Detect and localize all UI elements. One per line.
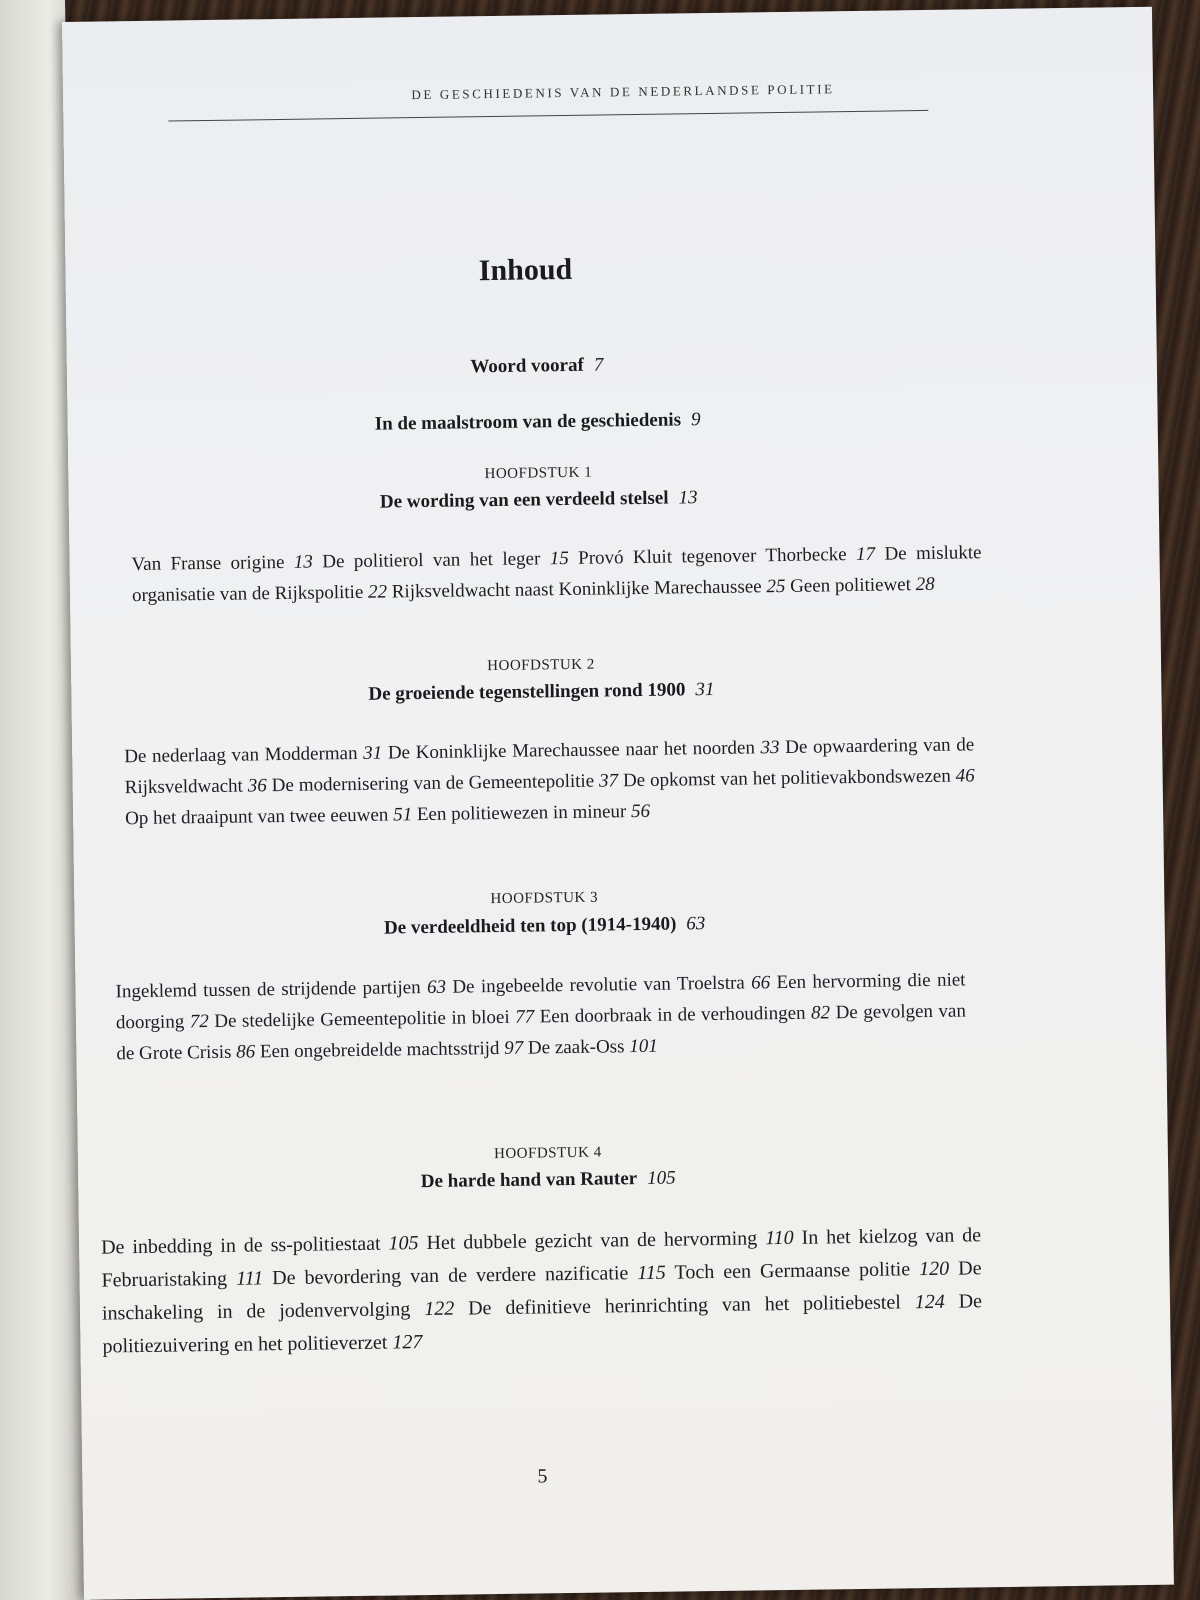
section-page-number: 15 [549, 547, 569, 570]
section-title: De opkomst van het politievakbondswezen [622, 765, 951, 792]
toc-entry-woord-vooraf: Woord vooraf 7 [470, 354, 604, 378]
page-number: 5 [537, 1465, 548, 1488]
section-title: Rijksveldwacht naast Koninklijke Marechaussee [391, 576, 762, 603]
toc-section-entry [426, 1227, 793, 1254]
section-page-number: 56 [630, 800, 651, 823]
section-title: De politiezuivering en het politieverzet [102, 1290, 983, 1358]
section-page-number: 37 [598, 770, 619, 792]
section-title: Een doorbraak in de verhoudingen [539, 1002, 806, 1028]
section-page-number: 82 [810, 1002, 831, 1024]
section-title: Provó Kluit tegenover Thorbecke [578, 544, 847, 569]
section-title: De bevordering van de verdere nazificatie [272, 1262, 629, 1290]
book-page [62, 7, 1174, 1600]
section-title: De definitieve herinrichting van het politiebestel [467, 1291, 901, 1320]
section-page-number: 66 [751, 972, 771, 994]
toc-section-entry [322, 548, 569, 572]
section-title: De mislukte organisatie van de Rijkspolitie [131, 542, 982, 607]
toc-section-entry [417, 801, 650, 825]
chapter-2-label: HOOFDSTUK 2 [487, 656, 595, 675]
section-title: In het kielzog van de Februaristaking [101, 1224, 982, 1292]
section-title: De inbedding in de ss-politiestaat [100, 1232, 381, 1259]
section-page-number: 63 [426, 976, 447, 998]
chapter-3-title: De verdeeldheid ten top (1914-1940) 63 [383, 913, 706, 939]
section-page-number: 22 [367, 581, 388, 603]
section-title: Geen politiewet [789, 574, 912, 597]
section-title: Op het draaipunt van twee eeuwen [124, 804, 389, 830]
chapter-4-label: HOOFDSTUK 4 [493, 1144, 602, 1163]
toc-section-entry [790, 574, 935, 597]
toc-section-entry [260, 1038, 524, 1063]
section-title: Toch een Germaanse politie [674, 1258, 911, 1284]
page-title: Inhoud [478, 252, 573, 288]
chapter-2-sections [124, 729, 975, 834]
toc-section-entry [540, 1002, 831, 1027]
toc-entry-maalstroom: In de maalstroom van de geschiedenis 9 [374, 409, 701, 435]
section-page-number: 77 [515, 1006, 535, 1028]
section-title: Een hervorming die niet doorging [115, 969, 966, 1034]
toc-section-entry [115, 977, 446, 1003]
section-page-number: 13 [293, 551, 313, 573]
toc-section-entry [578, 544, 875, 569]
section-title: De politierol van het leger [322, 548, 541, 573]
toc-section-entry [674, 1258, 949, 1284]
running-head: DE GESCHIEDENIS VAN DE NEDERLANDSE POLITIE [411, 81, 835, 103]
toc-section-entry [452, 972, 770, 997]
chapter-4-sections [101, 1219, 983, 1363]
section-title: Het dubbele gezicht van de hervorming [426, 1227, 758, 1255]
section-page-number: 36 [247, 775, 267, 797]
chapter-1-sections [131, 537, 982, 611]
section-page-number: 46 [955, 765, 975, 787]
toc-section-entry [124, 743, 382, 768]
toc-section-entry [528, 1036, 658, 1059]
section-title: Een politiewezen in mineur [416, 801, 627, 826]
chapter-4-title: De harde hand van Rauter 105 [420, 1167, 676, 1193]
section-title: Ingeklemd tussen de strijdende partijen [115, 977, 421, 1003]
section-page-number: 25 [766, 575, 786, 598]
section-page-number: 97 [504, 1037, 524, 1059]
toc-section-entry [388, 737, 780, 763]
section-title: De Koninklijke Marechaussee naar het noorden [387, 737, 756, 764]
toc-section-entry [214, 1007, 534, 1032]
section-page-number: 111 [235, 1267, 264, 1290]
toc-section-entry [125, 804, 412, 829]
section-title: De modernisering van de Gemeentepolitie [271, 770, 595, 797]
section-page-number: 127 [392, 1331, 423, 1354]
toc-section-entry [272, 1262, 666, 1289]
toc-section-entry [101, 1232, 419, 1258]
toc-section-entry [468, 1291, 945, 1320]
section-page-number: 28 [915, 573, 935, 596]
section-page-number: 120 [919, 1257, 950, 1281]
section-page-number: 105 [388, 1232, 419, 1255]
section-title: De ingebeelde revolutie van Troelstra [452, 972, 745, 998]
toc-section-entry [392, 576, 786, 602]
toc-section-entry [623, 765, 975, 791]
section-page-number: 33 [760, 737, 780, 759]
section-page-number: 122 [424, 1297, 455, 1321]
section-title: De zaak-Oss [527, 1036, 625, 1059]
chapter-1-title: De wording van een verdeeld stelsel 13 [379, 487, 698, 513]
section-title: De nederlaag van Modderman [124, 742, 358, 768]
section-title: Een ongebreidelde machtsstrijd [259, 1037, 500, 1063]
section-title: De stedelijke Gemeentepolitie in bloei [214, 1006, 510, 1032]
chapter-2-title: De groeiende tegenstellingen rond 1900 31 [368, 678, 715, 705]
section-title: De gevolgen van de Grote Crisis [116, 1000, 967, 1065]
section-page-number: 86 [236, 1041, 256, 1063]
section-page-number: 115 [637, 1261, 667, 1285]
toc-section-entry [131, 552, 313, 576]
section-title: De opwaardering van de Rijksveldwacht [124, 734, 975, 799]
section-page-number: 17 [855, 543, 876, 565]
section-page-number: 51 [392, 804, 413, 826]
header-rule [168, 110, 928, 122]
toc-section-entry [272, 770, 619, 796]
section-title: De inschakeling in de jodenvervolging [101, 1257, 982, 1325]
section-title: Van Franse origine [131, 551, 285, 576]
section-page-number: 101 [629, 1035, 658, 1058]
section-page-number: 72 [189, 1011, 209, 1033]
chapter-3-label: HOOFDSTUK 3 [490, 889, 599, 908]
section-page-number: 124 [914, 1290, 945, 1314]
section-page-number: 110 [764, 1226, 794, 1250]
section-page-number: 31 [363, 742, 383, 764]
chapter-3-sections [115, 964, 966, 1069]
chapter-1-label: HOOFDSTUK 1 [484, 464, 593, 483]
